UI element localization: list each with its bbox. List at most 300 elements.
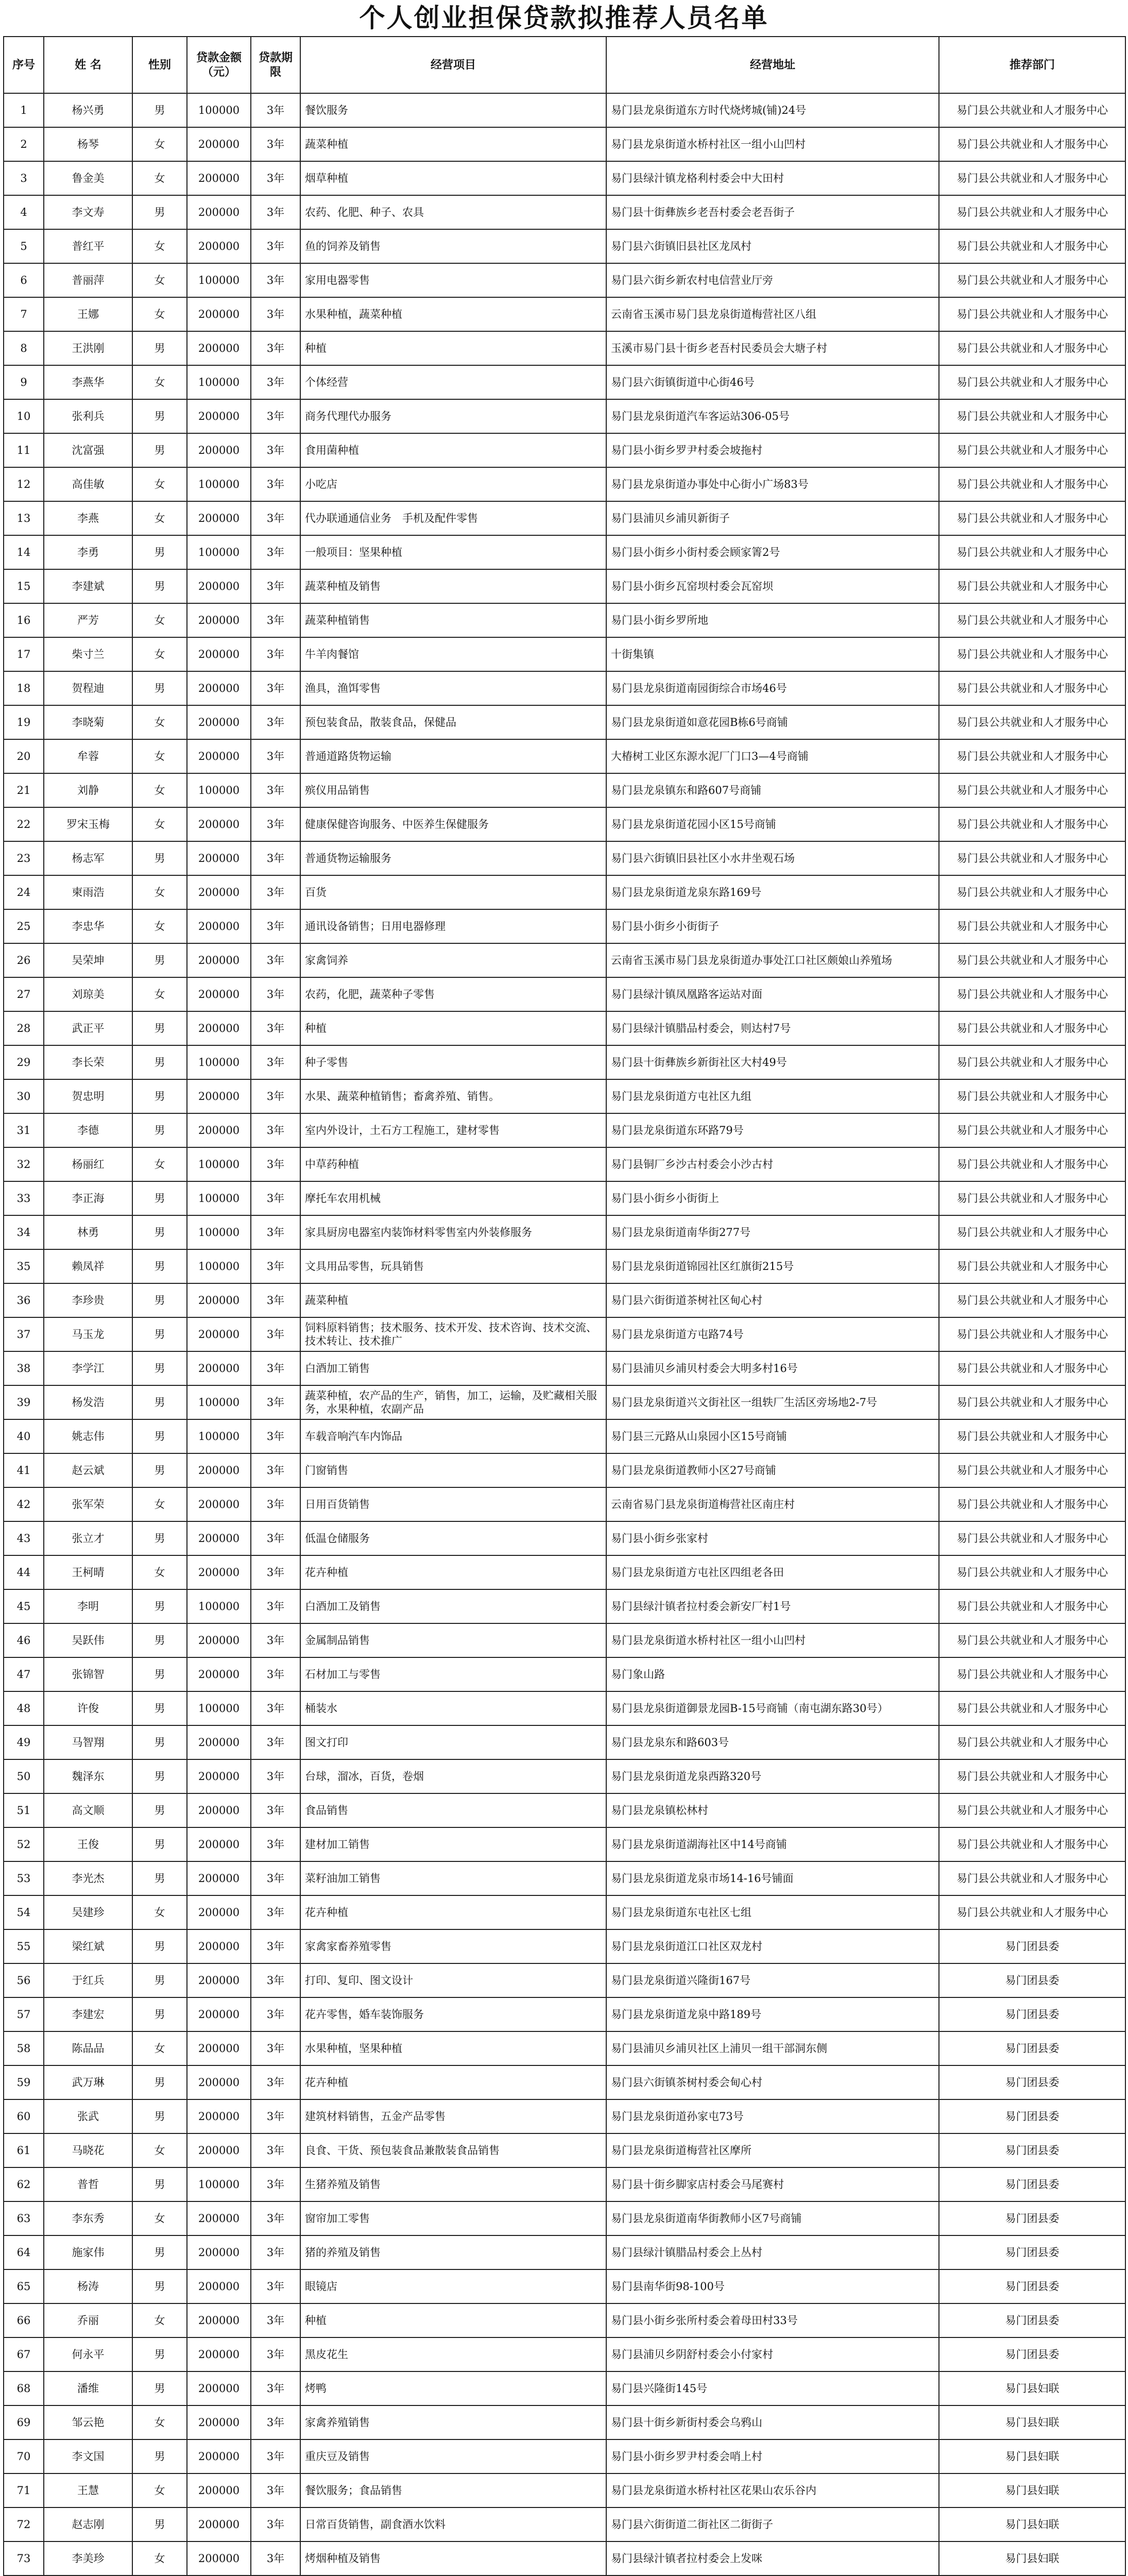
term-cell: 3年 [251, 1283, 300, 1317]
business-cell: 家具厨房电器室内装饰材料零售室内外装修服务 [300, 1215, 606, 1249]
term-cell: 3年 [251, 2133, 300, 2167]
amount-cell: 200000 [187, 127, 251, 161]
address-cell: 云南省玉溪市易门县龙泉街道梅营社区八组 [606, 297, 939, 331]
seq-cell: 24 [4, 875, 44, 909]
business-cell: 台球，溜冰，百货，卷烟 [300, 1759, 606, 1793]
gender-cell: 女 [132, 2133, 187, 2167]
name-cell: 李正海 [44, 1181, 132, 1215]
seq-cell: 36 [4, 1283, 44, 1317]
department-cell: 易门县公共就业和人才服务中心 [939, 1283, 1125, 1317]
department-cell: 易门县公共就业和人才服务中心 [939, 1113, 1125, 1147]
amount-cell: 200000 [187, 2541, 251, 2575]
address-cell: 易门县龙泉街道办事处中心街小广场83号 [606, 467, 939, 501]
business-cell: 白酒加工及销售 [300, 1589, 606, 1623]
term-cell: 3年 [251, 1419, 300, 1453]
table-row [4, 1215, 1125, 1249]
name-cell: 赵云斌 [44, 1453, 132, 1487]
business-cell: 预包装食品，散装食品，保健品 [300, 705, 606, 739]
address-cell: 易门县小街乡张家村 [606, 1521, 939, 1555]
name-cell: 姚志伟 [44, 1419, 132, 1453]
amount-cell: 200000 [187, 1759, 251, 1793]
term-cell: 3年 [251, 977, 300, 1011]
name-cell: 李明 [44, 1589, 132, 1623]
department-cell: 易门县公共就业和人才服务中心 [939, 1147, 1125, 1181]
seq-cell: 25 [4, 909, 44, 943]
gender-cell: 女 [132, 1895, 187, 1929]
business-cell: 桶装水 [300, 1691, 606, 1725]
term-cell: 3年 [251, 161, 300, 195]
table-row [4, 127, 1125, 161]
gender-cell: 男 [132, 671, 187, 705]
table-row [4, 1487, 1125, 1521]
amount-cell: 100000 [187, 1419, 251, 1453]
name-cell: 李文寿 [44, 195, 132, 229]
amount-cell: 100000 [187, 467, 251, 501]
term-cell: 3年 [251, 1691, 300, 1725]
address-cell: 易门县龙泉街道汽车客运站306-05号 [606, 399, 939, 433]
business-cell: 种植 [300, 2303, 606, 2337]
department-cell: 易门县妇联 [939, 2541, 1125, 2575]
table-row [4, 1657, 1125, 1691]
term-cell: 3年 [251, 739, 300, 773]
table-row [4, 501, 1125, 535]
table-row [4, 1419, 1125, 1453]
amount-cell: 200000 [187, 637, 251, 671]
name-cell: 魏泽东 [44, 1759, 132, 1793]
address-cell: 易门县小街乡小街街子 [606, 909, 939, 943]
amount-cell: 200000 [187, 2507, 251, 2541]
term-cell: 3年 [251, 705, 300, 739]
term-cell: 3年 [251, 1895, 300, 1929]
business-cell: 烤鸭 [300, 2371, 606, 2405]
seq-cell: 57 [4, 1997, 44, 2031]
address-cell: 易门县小街乡张所村委会着母田村33号 [606, 2303, 939, 2337]
name-cell: 林勇 [44, 1215, 132, 1249]
address-cell: 易门县十街乡脚家店村委会马尾赛村 [606, 2167, 939, 2201]
term-cell: 3年 [251, 2541, 300, 2575]
business-cell: 个体经营 [300, 365, 606, 399]
name-cell: 吴荣坤 [44, 943, 132, 977]
address-cell: 易门县龙泉街道南华街277号 [606, 1215, 939, 1249]
seq-cell: 56 [4, 1963, 44, 1997]
business-cell: 蔬菜种植 [300, 1283, 606, 1317]
seq-cell: 46 [4, 1623, 44, 1657]
name-cell: 何永平 [44, 2337, 132, 2371]
address-cell: 易门县龙泉街道御景龙园B-15号商铺（南屯湖东路30号） [606, 1691, 939, 1725]
table-row [4, 1147, 1125, 1181]
term-cell: 3年 [251, 2337, 300, 2371]
table-row [4, 2065, 1125, 2099]
table-row [4, 2099, 1125, 2133]
department-cell: 易门县公共就业和人才服务中心 [939, 1555, 1125, 1589]
gender-cell: 男 [132, 1997, 187, 2031]
term-cell: 3年 [251, 2031, 300, 2065]
department-cell: 易门团县委 [939, 1929, 1125, 1963]
table-row [4, 1453, 1125, 1487]
business-cell: 打印、复印、图文设计 [300, 1963, 606, 1997]
term-cell: 3年 [251, 263, 300, 297]
department-cell: 易门团县委 [939, 2303, 1125, 2337]
name-cell: 杨志军 [44, 841, 132, 875]
seq-cell: 55 [4, 1929, 44, 1963]
business-cell: 猪的养殖及销售 [300, 2235, 606, 2269]
department-cell: 易门县公共就业和人才服务中心 [939, 1657, 1125, 1691]
recommendation-table [3, 36, 1126, 2576]
address-cell: 易门县兴隆街145号 [606, 2371, 939, 2405]
gender-cell: 男 [132, 841, 187, 875]
name-cell: 李燕华 [44, 365, 132, 399]
address-cell: 大椿树工业区东源水泥厂门口3—4号商铺 [606, 739, 939, 773]
name-cell: 普哲 [44, 2167, 132, 2201]
department-cell: 易门县公共就业和人才服务中心 [939, 1725, 1125, 1759]
name-cell: 许俊 [44, 1691, 132, 1725]
name-cell: 普丽萍 [44, 263, 132, 297]
term-cell: 3年 [251, 1759, 300, 1793]
name-cell: 马晓花 [44, 2133, 132, 2167]
business-cell: 蔬菜种植销售 [300, 603, 606, 637]
gender-cell: 男 [132, 2065, 187, 2099]
amount-cell: 200000 [187, 603, 251, 637]
department-cell: 易门县妇联 [939, 2473, 1125, 2507]
seq-cell: 48 [4, 1691, 44, 1725]
business-cell: 蔬菜种植，农产品的生产，销售，加工，运输，及贮藏相关服务，水果种植，农副产品 [300, 1385, 606, 1419]
term-cell: 3年 [251, 1181, 300, 1215]
department-cell: 易门县公共就业和人才服务中心 [939, 841, 1125, 875]
department-cell: 易门县公共就业和人才服务中心 [939, 161, 1125, 195]
seq-cell: 60 [4, 2099, 44, 2133]
seq-cell: 17 [4, 637, 44, 671]
term-cell: 3年 [251, 1861, 300, 1895]
address-cell: 易门象山路 [606, 1657, 939, 1691]
gender-cell: 男 [132, 1657, 187, 1691]
department-cell: 易门县公共就业和人才服务中心 [939, 569, 1125, 603]
header-cell: 性别 [132, 37, 187, 93]
gender-cell: 男 [132, 2371, 187, 2405]
amount-cell: 200000 [187, 909, 251, 943]
name-cell: 沈富强 [44, 433, 132, 467]
department-cell: 易门县公共就业和人才服务中心 [939, 1351, 1125, 1385]
business-cell: 水果种植，坚果种植 [300, 2031, 606, 2065]
department-cell: 易门团县委 [939, 2167, 1125, 2201]
name-cell: 普红平 [44, 229, 132, 263]
seq-cell: 42 [4, 1487, 44, 1521]
address-cell: 易门县龙泉街道龙泉市场14-16号铺面 [606, 1861, 939, 1895]
seq-cell: 4 [4, 195, 44, 229]
gender-cell: 男 [132, 433, 187, 467]
seq-cell: 16 [4, 603, 44, 637]
amount-cell: 200000 [187, 2269, 251, 2303]
amount-cell: 200000 [187, 1113, 251, 1147]
term-cell: 3年 [251, 1045, 300, 1079]
business-cell: 餐饮服务 [300, 93, 606, 127]
department-cell: 易门县公共就业和人才服务中心 [939, 1385, 1125, 1419]
table-row [4, 1963, 1125, 1997]
table-row [4, 1861, 1125, 1895]
amount-cell: 200000 [187, 1895, 251, 1929]
business-cell: 日常百货销售，副食酒水饮料 [300, 2507, 606, 2541]
business-cell: 石材加工与零售 [300, 1657, 606, 1691]
name-cell: 刘静 [44, 773, 132, 807]
table-row [4, 1351, 1125, 1385]
amount-cell: 200000 [187, 297, 251, 331]
address-cell: 易门县小街乡罗尹村委会哨上村 [606, 2439, 939, 2473]
name-cell: 杨琴 [44, 127, 132, 161]
seq-cell: 31 [4, 1113, 44, 1147]
address-cell: 易门县龙泉街道龙泉西路320号 [606, 1759, 939, 1793]
name-cell: 王慧 [44, 2473, 132, 2507]
term-cell: 3年 [251, 943, 300, 977]
department-cell: 易门县公共就业和人才服务中心 [939, 93, 1125, 127]
business-cell: 通讯设备销售；日用电器修理 [300, 909, 606, 943]
name-cell: 邹云艳 [44, 2405, 132, 2439]
amount-cell: 100000 [187, 1045, 251, 1079]
department-cell: 易门县公共就业和人才服务中心 [939, 501, 1125, 535]
table-row [4, 1997, 1125, 2031]
name-cell: 赵志刚 [44, 2507, 132, 2541]
gender-cell: 男 [132, 1929, 187, 1963]
term-cell: 3年 [251, 1147, 300, 1181]
seq-cell: 8 [4, 331, 44, 365]
term-cell: 3年 [251, 2235, 300, 2269]
amount-cell: 200000 [187, 1623, 251, 1657]
gender-cell: 女 [132, 297, 187, 331]
term-cell: 3年 [251, 127, 300, 161]
amount-cell: 100000 [187, 1147, 251, 1181]
table-row [4, 535, 1125, 569]
table-row [4, 1691, 1125, 1725]
table-row [4, 1283, 1125, 1317]
table-row [4, 2201, 1125, 2235]
department-cell: 易门县公共就业和人才服务中心 [939, 1215, 1125, 1249]
department-cell: 易门团县委 [939, 2031, 1125, 2065]
business-cell: 蔬菜种植 [300, 127, 606, 161]
amount-cell: 200000 [187, 2473, 251, 2507]
amount-cell: 200000 [187, 1827, 251, 1861]
seq-cell: 3 [4, 161, 44, 195]
seq-cell: 13 [4, 501, 44, 535]
address-cell: 易门县小街乡罗所地 [606, 603, 939, 637]
address-cell: 易门县六街镇旧县社区小水井坐观石场 [606, 841, 939, 875]
name-cell: 张利兵 [44, 399, 132, 433]
amount-cell: 100000 [187, 1215, 251, 1249]
table-row [4, 2235, 1125, 2269]
amount-cell: 200000 [187, 1283, 251, 1317]
name-cell: 张锦智 [44, 1657, 132, 1691]
term-cell: 3年 [251, 1011, 300, 1045]
seq-cell: 66 [4, 2303, 44, 2337]
amount-cell: 200000 [187, 739, 251, 773]
table-row [4, 569, 1125, 603]
seq-cell: 27 [4, 977, 44, 1011]
seq-cell: 70 [4, 2439, 44, 2473]
gender-cell: 男 [132, 1861, 187, 1895]
address-cell: 易门县浦贝乡浦贝新街子 [606, 501, 939, 535]
business-cell: 良食、干货、预包装食品兼散装食品销售 [300, 2133, 606, 2167]
table-row [4, 603, 1125, 637]
gender-cell: 男 [132, 1793, 187, 1827]
business-cell: 眼镜店 [300, 2269, 606, 2303]
name-cell: 李德 [44, 1113, 132, 1147]
address-cell: 易门县龙泉街道水桥村社区花果山农乐谷内 [606, 2473, 939, 2507]
term-cell: 3年 [251, 1487, 300, 1521]
term-cell: 3年 [251, 1657, 300, 1691]
amount-cell: 200000 [187, 841, 251, 875]
seq-cell: 6 [4, 263, 44, 297]
business-cell: 水果、蔬菜种植销售；畜禽养殖、销售。 [300, 1079, 606, 1113]
table-row [4, 875, 1125, 909]
table-row [4, 2031, 1125, 2065]
department-cell: 易门县公共就业和人才服务中心 [939, 1827, 1125, 1861]
business-cell: 健康保健咨询服务、中医养生保健服务 [300, 807, 606, 841]
seq-cell: 54 [4, 1895, 44, 1929]
seq-cell: 50 [4, 1759, 44, 1793]
business-cell: 种植 [300, 331, 606, 365]
table-row [4, 195, 1125, 229]
gender-cell: 女 [132, 875, 187, 909]
seq-cell: 20 [4, 739, 44, 773]
amount-cell: 200000 [187, 1317, 251, 1351]
seq-cell: 29 [4, 1045, 44, 1079]
gender-cell: 女 [132, 637, 187, 671]
address-cell: 易门县龙泉街道湖海社区中14号商铺 [606, 1827, 939, 1861]
term-cell: 3年 [251, 2405, 300, 2439]
table-row [4, 1623, 1125, 1657]
seq-cell: 53 [4, 1861, 44, 1895]
department-cell: 易门县妇联 [939, 2405, 1125, 2439]
address-cell: 易门县龙泉街道方屯路74号 [606, 1317, 939, 1351]
table-row [4, 1759, 1125, 1793]
gender-cell: 男 [132, 399, 187, 433]
header-cell: 经营项目 [300, 37, 606, 93]
gender-cell: 男 [132, 1759, 187, 1793]
business-cell: 文具用品零售，玩具销售 [300, 1249, 606, 1283]
term-cell: 3年 [251, 365, 300, 399]
term-cell: 3年 [251, 1317, 300, 1351]
gender-cell: 男 [132, 1215, 187, 1249]
address-cell: 易门县六街镇街道中心街46号 [606, 365, 939, 399]
gender-cell: 男 [132, 1011, 187, 1045]
gender-cell: 女 [132, 603, 187, 637]
gender-cell: 女 [132, 2303, 187, 2337]
table-row [4, 1895, 1125, 1929]
amount-cell: 200000 [187, 399, 251, 433]
term-cell: 3年 [251, 1827, 300, 1861]
department-cell: 易门团县委 [939, 2269, 1125, 2303]
term-cell: 3年 [251, 603, 300, 637]
seq-cell: 64 [4, 2235, 44, 2269]
department-cell: 易门县公共就业和人才服务中心 [939, 773, 1125, 807]
amount-cell: 200000 [187, 433, 251, 467]
name-cell: 李晓菊 [44, 705, 132, 739]
address-cell: 易门县龙泉镇东和路607号商铺 [606, 773, 939, 807]
table-row [4, 1827, 1125, 1861]
name-cell: 王柯晴 [44, 1555, 132, 1589]
name-cell: 李燕 [44, 501, 132, 535]
gender-cell: 女 [132, 501, 187, 535]
business-cell: 花卉种植 [300, 1895, 606, 1929]
department-cell: 易门县公共就业和人才服务中心 [939, 399, 1125, 433]
seq-cell: 45 [4, 1589, 44, 1623]
term-cell: 3年 [251, 841, 300, 875]
amount-cell: 100000 [187, 93, 251, 127]
business-cell: 农药，化肥，蔬菜种子零售 [300, 977, 606, 1011]
seq-cell: 22 [4, 807, 44, 841]
gender-cell: 女 [132, 1487, 187, 1521]
address-cell: 易门县龙泉街道孙家屯73号 [606, 2099, 939, 2133]
amount-cell: 100000 [187, 2167, 251, 2201]
amount-cell: 200000 [187, 1487, 251, 1521]
seq-cell: 37 [4, 1317, 44, 1351]
amount-cell: 200000 [187, 569, 251, 603]
amount-cell: 200000 [187, 2303, 251, 2337]
department-cell: 易门团县委 [939, 2235, 1125, 2269]
gender-cell: 女 [132, 365, 187, 399]
term-cell: 3年 [251, 1249, 300, 1283]
table-row [4, 2541, 1125, 2575]
business-cell: 摩托车农用机械 [300, 1181, 606, 1215]
business-cell: 重庆豆及销售 [300, 2439, 606, 2473]
name-cell: 贺忠明 [44, 1079, 132, 1113]
name-cell: 李勇 [44, 535, 132, 569]
department-cell: 易门县公共就业和人才服务中心 [939, 263, 1125, 297]
amount-cell: 200000 [187, 2099, 251, 2133]
name-cell: 杨发浩 [44, 1385, 132, 1419]
term-cell: 3年 [251, 1453, 300, 1487]
gender-cell: 男 [132, 2507, 187, 2541]
business-cell: 车载音响汽车内饰品 [300, 1419, 606, 1453]
department-cell: 易门县公共就业和人才服务中心 [939, 127, 1125, 161]
seq-cell: 32 [4, 1147, 44, 1181]
term-cell: 3年 [251, 467, 300, 501]
table-row [4, 2507, 1125, 2541]
gender-cell: 女 [132, 263, 187, 297]
business-cell: 渔具，渔饵零售 [300, 671, 606, 705]
term-cell: 3年 [251, 1725, 300, 1759]
amount-cell: 200000 [187, 2031, 251, 2065]
term-cell: 3年 [251, 2303, 300, 2337]
gender-cell: 男 [132, 943, 187, 977]
department-cell: 易门县公共就业和人才服务中心 [939, 1317, 1125, 1351]
table-row [4, 1589, 1125, 1623]
term-cell: 3年 [251, 2201, 300, 2235]
name-cell: 杨涛 [44, 2269, 132, 2303]
department-cell: 易门县公共就业和人才服务中心 [939, 909, 1125, 943]
term-cell: 3年 [251, 2269, 300, 2303]
amount-cell: 200000 [187, 1011, 251, 1045]
business-cell: 种植 [300, 1011, 606, 1045]
address-cell: 易门县浦贝乡浦贝社区上浦贝一组干部洞东侧 [606, 2031, 939, 2065]
address-cell: 易门县龙泉街道如意花园B栋6号商铺 [606, 705, 939, 739]
business-cell: 殡仪用品销售 [300, 773, 606, 807]
address-cell: 易门县六街镇茶树村委会甸心村 [606, 2065, 939, 2099]
business-cell: 烤烟种植及销售 [300, 2541, 606, 2575]
gender-cell: 男 [132, 1623, 187, 1657]
amount-cell: 200000 [187, 671, 251, 705]
term-cell: 3年 [251, 2099, 300, 2133]
seq-cell: 28 [4, 1011, 44, 1045]
department-cell: 易门县公共就业和人才服务中心 [939, 433, 1125, 467]
gender-cell: 男 [132, 1181, 187, 1215]
table-row [4, 671, 1125, 705]
address-cell: 易门县十街乡新街村委会乌鸦山 [606, 2405, 939, 2439]
address-cell: 易门县龙泉街道东环路79号 [606, 1113, 939, 1147]
amount-cell: 100000 [187, 1181, 251, 1215]
amount-cell: 200000 [187, 2337, 251, 2371]
name-cell: 潘维 [44, 2371, 132, 2405]
address-cell: 易门县绿汁镇腊品村委会上丛村 [606, 2235, 939, 2269]
department-cell: 易门团县委 [939, 2337, 1125, 2371]
table-row [4, 1793, 1125, 1827]
